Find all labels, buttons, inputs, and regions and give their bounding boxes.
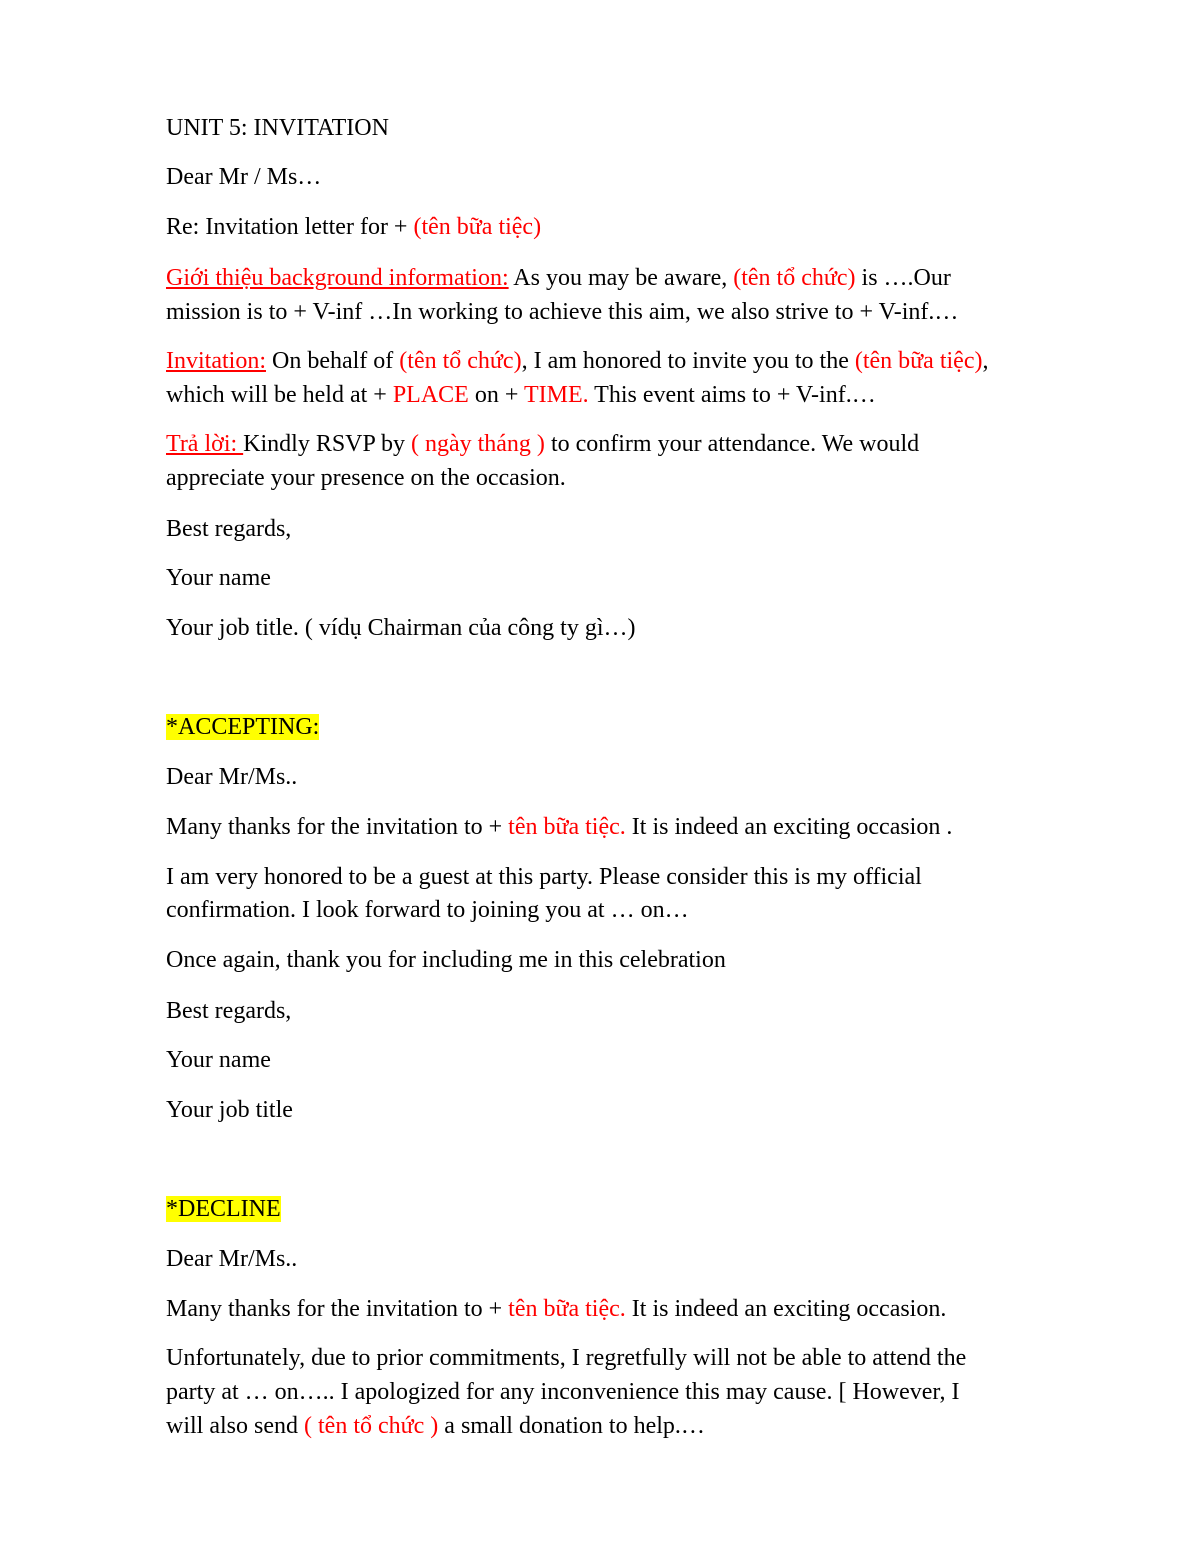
- closing-text: Best regards,: [166, 516, 292, 542]
- name-text: Your name: [166, 565, 271, 591]
- invitation-text-1: On behalf of: [265, 348, 400, 374]
- accepting-heading-text: *ACCEPTING:: [166, 714, 320, 740]
- decline-event-placeholder: tên bữa tiệc.: [508, 1296, 626, 1322]
- accepting-closing: [166, 994, 291, 1028]
- decline-heading-text: *DECLINE: [166, 1196, 281, 1222]
- closing-line: [166, 512, 291, 546]
- intro-line-1: [166, 261, 951, 295]
- accepting-p2-text-1: I am very honored to be a guest at this party. Please consider this is my official: [166, 864, 922, 890]
- decline-paragraph-2-line-2: [166, 1375, 959, 1409]
- intro-label: Giới thiệu background information:: [166, 265, 509, 291]
- place-placeholder: PLACE: [392, 382, 469, 408]
- re-prefix: Re: Invitation letter for +: [166, 214, 414, 240]
- decline-org-placeholder: ( tên tổ chức ): [304, 1413, 439, 1439]
- reply-line-1: [166, 427, 919, 461]
- accepting-closing-text: Best regards,: [166, 998, 292, 1024]
- decline-p2-text-2: party at … on….. I apologized for any inconvenience this may cause. [ However, I: [166, 1379, 960, 1405]
- accepting-paragraph-3: [166, 943, 726, 977]
- intro-org-placeholder: (tên tổ chức): [733, 265, 856, 291]
- name-line: [166, 561, 271, 595]
- accepting-name: [166, 1043, 271, 1077]
- page-title: [166, 111, 389, 145]
- decline-salutation-text: Dear Mr/Ms..: [166, 1246, 298, 1272]
- re-line: [166, 210, 541, 244]
- reply-text-3: appreciate your presence on the occasion.: [166, 465, 566, 491]
- accepting-paragraph-2-line-2: [166, 893, 689, 927]
- job-title-line: [166, 611, 636, 645]
- invitation-text-6: This event aims to + V-inf.…: [588, 382, 876, 408]
- accepting-heading: [166, 710, 319, 744]
- reply-text-2: to confirm your attendance. We would: [544, 431, 920, 457]
- title-text: UNIT 5: INVITATION: [166, 115, 389, 141]
- decline-p1-text-2: It is indeed an exciting occasion.: [625, 1296, 947, 1322]
- invitation-line-2: [166, 378, 876, 412]
- accepting-salutation: [166, 760, 297, 794]
- accepting-p2-text-2: confirmation. I look forward to joining you at … on…: [166, 897, 689, 923]
- invitation-text-3: ,: [982, 348, 989, 374]
- accepting-event-placeholder: tên bữa tiệc.: [508, 814, 626, 840]
- accepting-name-text: Your name: [166, 1047, 271, 1073]
- accepting-job-title: [166, 1093, 293, 1127]
- decline-paragraph-1: [166, 1292, 946, 1326]
- intro-line-2: [166, 295, 958, 329]
- intro-text-2: is ….Our: [855, 265, 951, 291]
- invitation-text-5: on +: [468, 382, 524, 408]
- invitation-text-4: which will be held at +: [166, 382, 393, 408]
- reply-text-1: Kindly RSVP by: [243, 431, 411, 457]
- accepting-job-title-text: Your job title: [166, 1097, 293, 1123]
- decline-paragraph-2-line-3: [166, 1409, 705, 1443]
- accepting-salutation-text: Dear Mr/Ms..: [166, 764, 298, 790]
- intro-text-1: As you may be aware,: [508, 265, 734, 291]
- reply-label: Trả lời:: [166, 431, 244, 457]
- decline-p2-text-1: Unfortunately, due to prior commitments, I regretfully will not be able to attend the: [166, 1345, 967, 1371]
- intro-text-3: mission is to + V-inf …In working to achieve this aim, we also strive to + V-inf.…: [166, 299, 959, 325]
- accepting-p3-text: Once again, thank you for including me in this celebration: [166, 947, 726, 973]
- accepting-p1-text-1: Many thanks for the invitation to +: [166, 814, 509, 840]
- reply-line-2: [166, 461, 566, 495]
- decline-salutation: [166, 1242, 297, 1276]
- salutation-text: Dear Mr / Ms…: [166, 164, 322, 190]
- decline-heading: [166, 1192, 281, 1226]
- accepting-p1-text-2: It is indeed an exciting occasion .: [625, 814, 953, 840]
- decline-p2-text-3: will also send: [166, 1413, 304, 1439]
- invitation-label: Invitation:: [166, 348, 266, 374]
- invitation-text-2: , I am honored to invite you to the: [521, 348, 855, 374]
- accepting-paragraph-1: [166, 810, 952, 844]
- decline-p1-text-1: Many thanks for the invitation to +: [166, 1296, 509, 1322]
- invitation-org-placeholder: (tên tổ chức): [399, 348, 522, 374]
- date-placeholder: ( ngày tháng ): [410, 431, 545, 457]
- salutation-line: [166, 160, 321, 194]
- time-placeholder: TIME.: [523, 382, 589, 408]
- accepting-paragraph-2-line-1: [166, 860, 922, 894]
- decline-p2-text-4: a small donation to help.…: [438, 1413, 705, 1439]
- job-title-text: Your job title. ( vídụ Chairman của công ty gì…): [166, 615, 636, 641]
- re-event-placeholder: (tên bữa tiệc): [413, 214, 542, 240]
- decline-paragraph-2-line-1: [166, 1341, 966, 1375]
- invitation-line-1: [166, 344, 988, 378]
- invitation-event-placeholder: (tên bữa tiệc): [854, 348, 983, 374]
